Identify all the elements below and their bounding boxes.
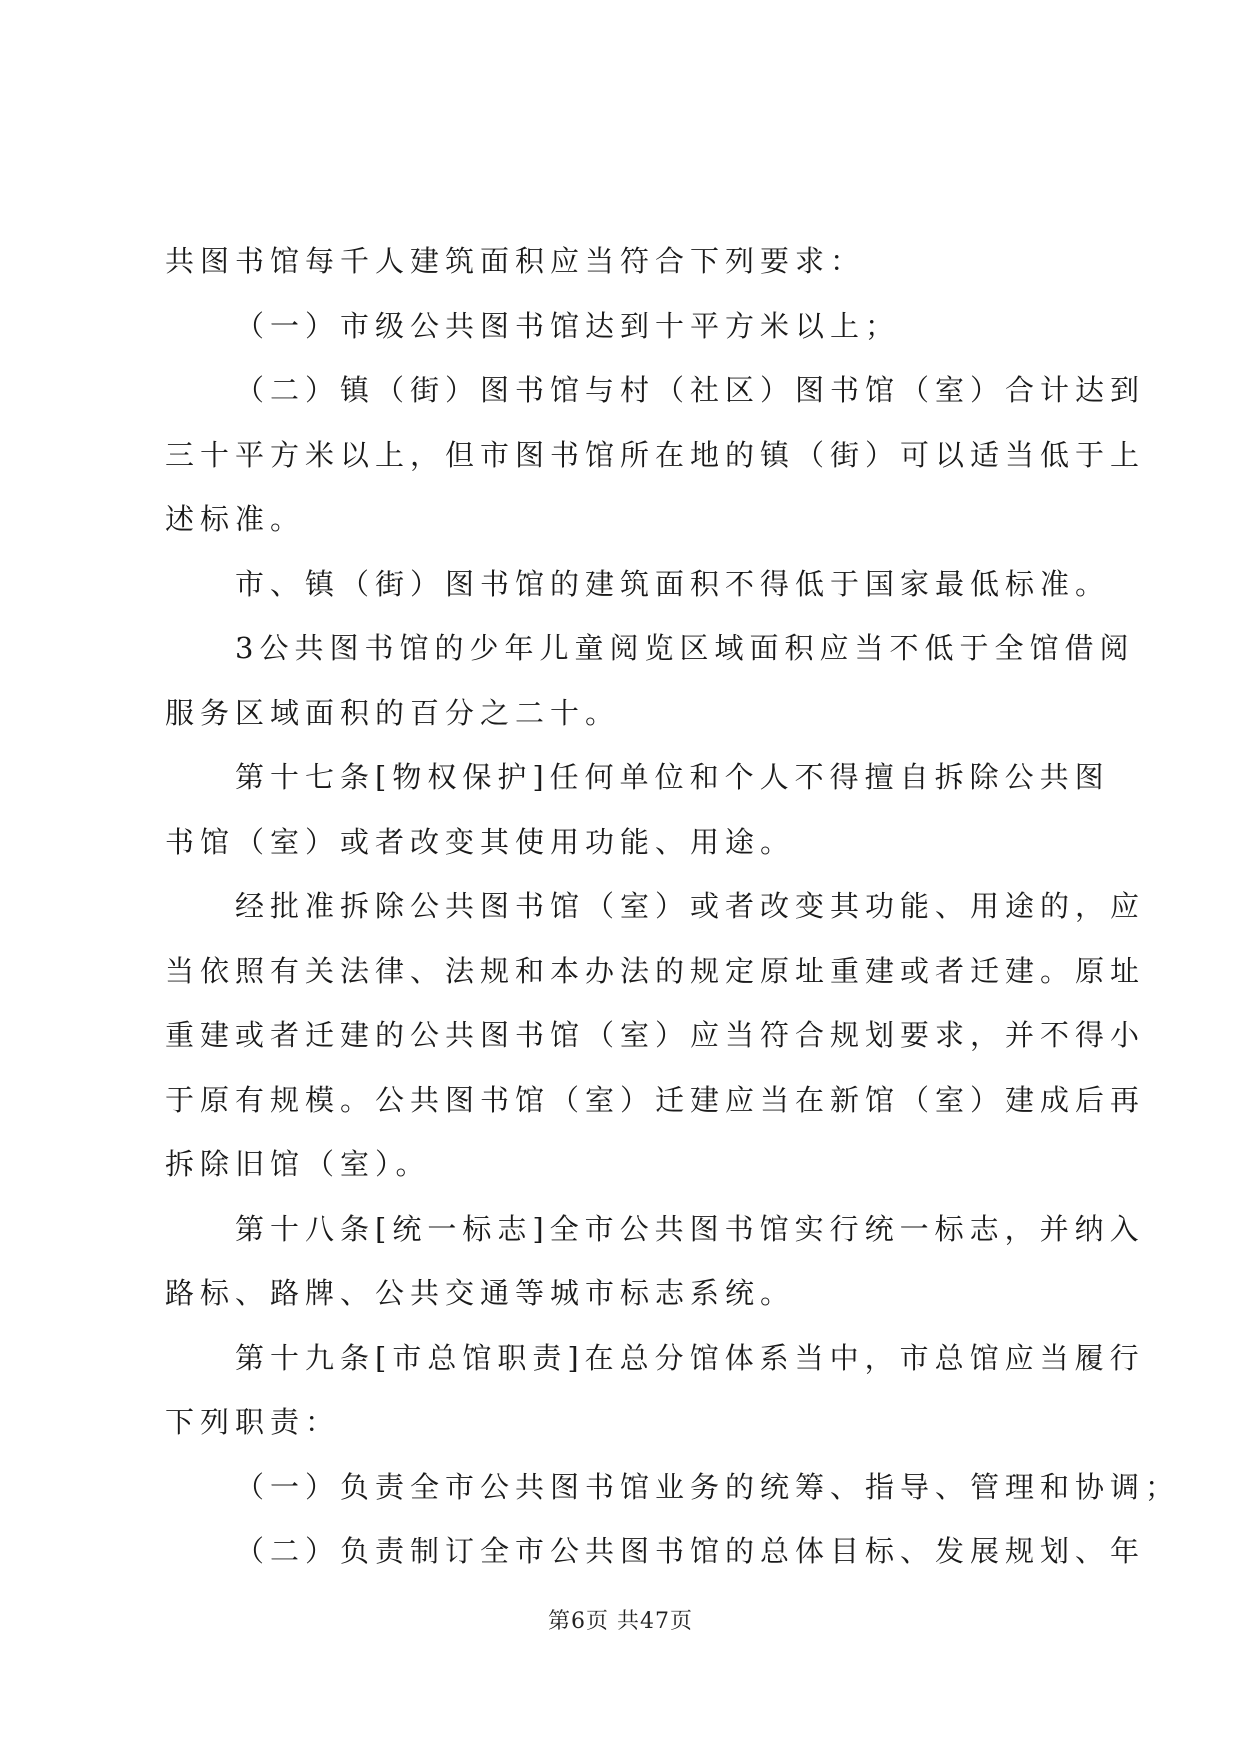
text-line: 服务区域面积的百分之二十。	[165, 695, 621, 730]
text-line: 当依照有关法律、法规和本办法的规定原址重建或者迁建。原址	[165, 953, 1146, 988]
text-line: 重建或者迁建的公共图书馆（室）应当符合规划要求，并不得小	[165, 1018, 1146, 1052]
text-line: 述标准。	[165, 502, 306, 536]
text-line: 书馆（室）或者改变其使用功能、用途。	[165, 824, 796, 859]
text-line: 第十八条[统一标志]全市公共图书馆实行统一标志，并纳入	[235, 1211, 1145, 1246]
text-line: 共图书馆每千人建筑面积应当符合下列要求：	[165, 244, 866, 278]
text-line: （一）市级公共图书馆达到十平方米以上；	[235, 308, 901, 343]
page-footer: 第6页 共47页	[548, 1609, 693, 1634]
text-line: 于原有规模。公共图书馆（室）迁建应当在新馆（室）建成后再	[165, 1082, 1146, 1117]
text-line: （二）镇（街）图书馆与村（社区）图书馆（室）合计达到	[235, 373, 1146, 407]
text-line: 第十九条[市总馆职责]在总分馆体系当中，市总馆应当履行	[235, 1340, 1145, 1375]
text-line: 经批准拆除公共图书馆（室）或者改变其功能、用途的，应	[235, 889, 1146, 923]
text-line: 三十平方米以上，但市图书馆所在地的镇（街）可以适当低于上	[165, 437, 1146, 472]
text-line: （一）负责全市公共图书馆业务的统筹、指导、管理和协调；	[235, 1469, 1181, 1504]
text-line: 市、镇（街）图书馆的建筑面积不得低于国家最低标准。	[235, 566, 1111, 601]
text-line: 拆除旧馆（室）。	[165, 1147, 431, 1181]
text-line: （二）负责制订全市公共图书馆的总体目标、发展规划、年	[235, 1534, 1146, 1568]
document-body	[165, 229, 1181, 1584]
text-line: 3公共图书馆的少年儿童阅览区域面积应当不低于全馆借阅	[235, 631, 1135, 665]
text-line: 路标、路牌、公共交通等城市标志系统。	[165, 1276, 796, 1310]
text-line: 第十七条[物权保护]任何单位和个人不得擅自拆除公共图	[235, 760, 1110, 794]
text-line: 下列职责：	[165, 1405, 341, 1439]
